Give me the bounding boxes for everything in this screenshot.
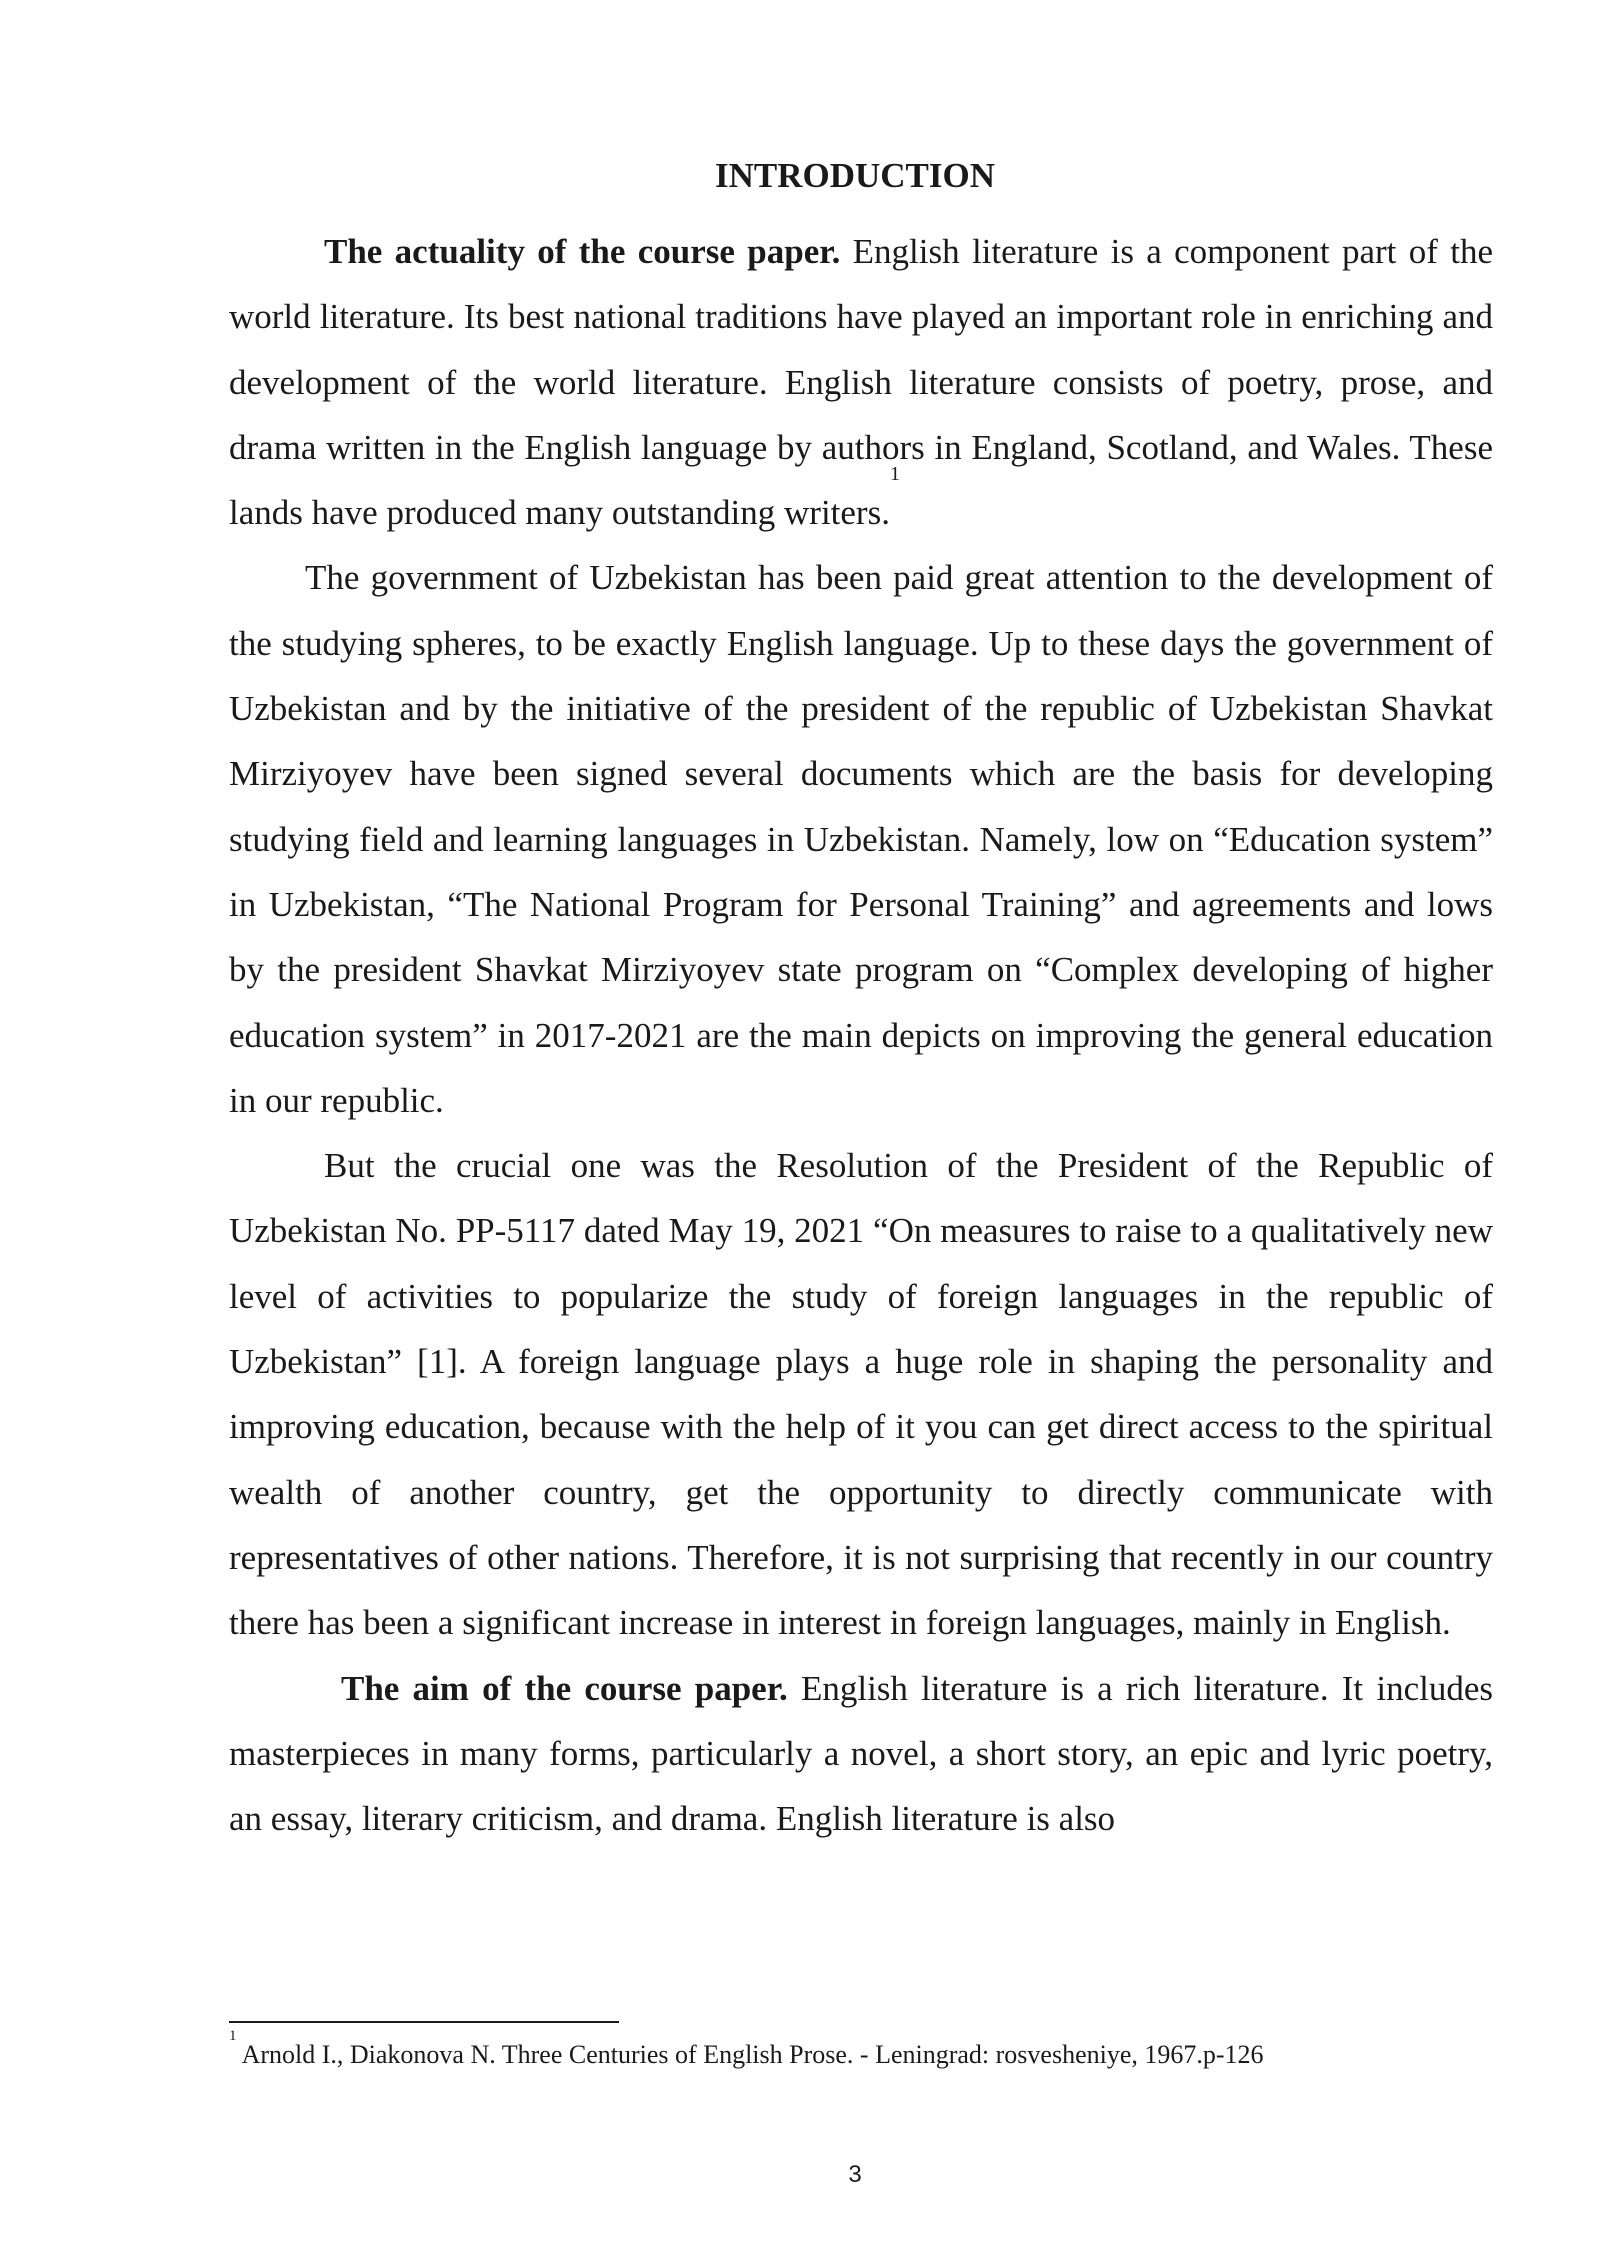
footnote-separator bbox=[229, 2021, 619, 2023]
paragraph-resolution bbox=[229, 1133, 1493, 1655]
paragraph-lead: The aim of the course paper. bbox=[341, 1668, 788, 1708]
footnote bbox=[229, 2028, 1529, 2072]
paragraph-lead: The actuality of the course paper. bbox=[324, 232, 841, 271]
paragraph-actuality bbox=[229, 219, 1493, 545]
paragraph-text: English literature is a rich literature. It includes masterpieces in many forms, particularly a novel, a short story, an epic and lyric poetry, an essay, literary criticism, and drama. English literature is also bbox=[229, 1668, 1493, 1839]
paragraph-text: English literature is a component part of the world literature. Its best national traditions have played an important role in enriching and development of the world literature. English literature consists of poetry, prose, and drama written in the English language by authors in England, Scotland, and Wales. These lands have produced many outstanding writers. bbox=[229, 232, 1493, 533]
section-title: INTRODUCTION bbox=[714, 156, 996, 195]
paragraph-text: But the crucial one was the Resolution of the President of the Republic of Uzbekistan No. PP-5117 dated May 19, 2021 “On measures to raise to a qualitatively new level of activities to popularize the study of foreign languages in the republic of Uzbekistan” [1]. A foreign language plays a huge role in shaping the personality and improving education, because with the help of it you can get direct access to the spiritual wealth of another country, get the opportunity to directly communicate with representatives of other nations. Therefore, it is not surprising that recently in our country there has been a significant increase in interest in foreign languages, mainly in English. bbox=[229, 1146, 1493, 1643]
footnote-marker: 1 bbox=[229, 2028, 237, 2044]
footnote-text: Arnold I., Diakonova N. Three Centuries of English Prose. - Leningrad: rosvesheniye, 1967.p-126 bbox=[236, 2040, 1264, 2069]
paragraph-aim bbox=[229, 1656, 1493, 1852]
page-number: 3 bbox=[848, 2161, 862, 2188]
body-text bbox=[229, 219, 1493, 1851]
paragraph-text: The government of Uzbekistan has been paid great attention to the development of the studying spheres, to be exactly English language. Up to these days the government of Uzbekistan and by the initiative of the president of the republic of Uzbekistan Shavkat Mirziyoyev have been signed several documents which are the basis for developing studying field and learning languages in Uzbekistan. Namely, low on “Education system” in Uzbekistan, “The National Program for Personal Training” and agreements and lows by the president Shavkat Mirziyoyev state program on “Complex developing of higher education system” in 2017-2021 are the main depicts on improving the general education in our republic. bbox=[229, 558, 1493, 1120]
paragraph-government bbox=[229, 545, 1493, 1133]
footnote-reference[interactable]: 1 bbox=[889, 463, 900, 486]
